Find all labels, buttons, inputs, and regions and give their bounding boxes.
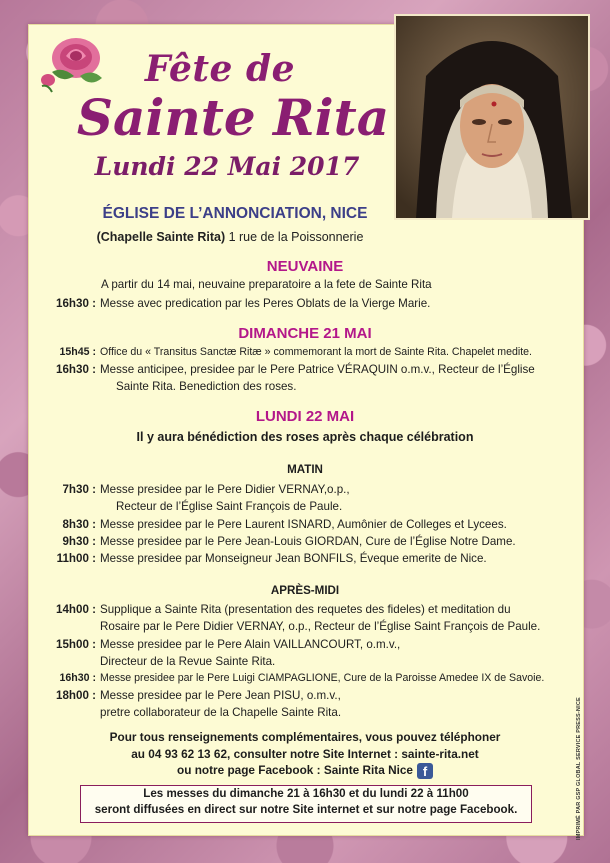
schedule-continuation: Rosaire par le Pere Didier VERNAY, o.p., Recteur de l’Église Saint François de Paule. (100, 620, 541, 633)
schedule-text: Messe presidee par le Pere Jean PISU, o.m.v., (100, 689, 341, 702)
title-fete-de: Fête de (144, 48, 296, 90)
lundi-subtitle: Il y aura bénédiction des roses après chaque célébration (136, 430, 474, 444)
schedule-time: 11h00 : (56, 552, 96, 565)
schedule-text: Office du « Transitus Sanctæ Ritæ » commemorant la mort de Sainte Rita. Chapelet medite. (100, 346, 532, 358)
schedule-time: 7h30 : (62, 483, 96, 496)
section-title-dimanche: DIMANCHE 21 MAI (238, 325, 372, 342)
schedule-text: Messe presidee par le Pere Luigi CIAMPAGLIONE, Cure de la Paroisse Amedee IX de Savoie. (100, 672, 545, 684)
schedule-text: Messe anticipee, presidee par le Pere Patrice VÉRAQUIN o.m.v., Recteur de l’Église (100, 363, 535, 376)
info-line-1: Pour tous renseignements complémentaires, vous pouvez téléphoner (109, 730, 501, 744)
schedule-text: Messe presidee par le Pere Alain VAILLANCOURT, o.m.v., (100, 638, 401, 651)
schedule-time: 15h45 : (59, 346, 96, 358)
section-title-neuvaine: NEUVAINE (266, 258, 344, 275)
schedule-time: 15h00 : (56, 638, 96, 651)
title-sainte-rita: Sainte Rita (76, 88, 390, 147)
neuvaine-intro: A partir du 14 mai, neuvaine preparatoire a la fete de Sainte Rita (101, 278, 432, 291)
schedule-time: 16h30 : (59, 672, 96, 684)
saint-rita-portrait (394, 14, 590, 220)
info-line-3-wrapper (28, 763, 582, 779)
schedule-time: 16h30 : (56, 363, 96, 376)
schedule-time: 16h30 : (56, 297, 96, 310)
event-date: Lundi 22 Mai 2017 (94, 152, 360, 181)
schedule-time: 18h00 : (56, 689, 96, 702)
broadcast-line-2: seront diffusées en direct sur notre Site internet et sur notre page Facebook. (94, 803, 518, 816)
facebook-icon[interactable]: f (417, 763, 433, 779)
schedule-text: Messe presidee par le Pere Didier VERNAY,o.p., (100, 483, 350, 496)
schedule-continuation: Sainte Rita. Benediction des roses. (116, 380, 297, 393)
apres-midi-title: APRÈS-MIDI (270, 584, 340, 597)
broadcast-notice-box (80, 785, 532, 823)
schedule-time: 8h30 : (62, 518, 96, 531)
info-line-2: au 04 93 62 13 62, consulter notre Site Internet : sainte-rita.net (131, 747, 479, 761)
schedule-text: Messe presidee par le Pere Laurent ISNARD, Aumônier de Colleges et Lycees. (100, 518, 507, 531)
schedule-text: Messe avec predication par les Peres Oblats de la Vierge Marie. (100, 297, 431, 310)
address-street: 1 rue de la Poissonnerie (225, 230, 364, 244)
broadcast-line-1: Les messes du dimanche 21 à 16h30 et du lundi 22 à 11h00 (143, 787, 469, 800)
info-line-3: ou notre page Facebook : Sainte Rita Nice (177, 763, 413, 778)
schedule-time: 9h30 : (62, 535, 96, 548)
printer-credit-text: IMPRIMÉ PAR GSP GLOBAL SERVICE PRESS-NICE (576, 697, 582, 840)
printer-credit (572, 672, 582, 842)
schedule-time: 14h00 : (56, 603, 96, 616)
section-title-lundi: LUNDI 22 MAI (255, 408, 355, 425)
portrait-image (396, 16, 588, 218)
schedule-continuation: Recteur de l’Église Saint François de Paule. (116, 500, 343, 513)
schedule-text: Supplique a Sainte Rita (presentation des requetes des fideles) et meditation du (100, 603, 511, 616)
schedule-continuation: Directeur de la Revue Sainte Rita. (100, 655, 276, 668)
schedule-text: Messe presidee par le Pere Jean-Louis GIORDAN, Cure de l’Église Notre Dame. (100, 535, 516, 548)
schedule-continuation: pretre collaborateur de la Chapelle Sainte Rita. (100, 706, 342, 719)
address-chapel: (Chapelle Sainte Rita) (96, 230, 226, 244)
church-address (60, 230, 400, 244)
matin-title: MATIN (287, 463, 323, 476)
church-name: ÉGLISE DE L’ANNONCIATION, NICE (102, 205, 368, 222)
schedule-text: Messe presidee par Monseigneur Jean BONFILS, Éveque emerite de Nice. (100, 552, 487, 565)
